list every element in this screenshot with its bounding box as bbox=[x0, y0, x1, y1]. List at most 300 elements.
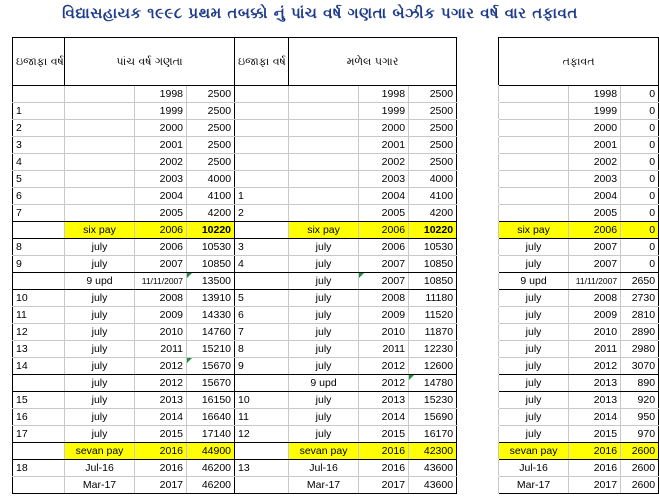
cell-received-label bbox=[289, 120, 359, 137]
cell-received-year: 1999 bbox=[359, 103, 409, 120]
header-increment-year-2: ઇજાફા વર્ષ bbox=[235, 38, 289, 86]
cell-increment-year-received bbox=[235, 154, 289, 171]
separator-cell bbox=[457, 256, 499, 273]
cell-increment-year-received bbox=[235, 120, 289, 137]
separator-cell bbox=[457, 205, 499, 222]
cell-received-year: 2005 bbox=[359, 205, 409, 222]
table-row bbox=[13, 409, 659, 426]
cell-difference: 890 bbox=[621, 375, 659, 392]
cell-year: 1998 bbox=[135, 86, 187, 103]
cell-increment-year: 17 bbox=[13, 426, 65, 443]
cell-diff-year: 1999 bbox=[569, 103, 621, 120]
separator-cell bbox=[457, 239, 499, 256]
cell-increment-year: 5 bbox=[13, 171, 65, 188]
cell-difference: 2980 bbox=[621, 341, 659, 358]
cell-increment-year bbox=[13, 86, 65, 103]
cell-diff-label bbox=[499, 103, 569, 120]
cell-received-label bbox=[289, 154, 359, 171]
cell-label bbox=[65, 120, 135, 137]
cell-received-pay: 12600 bbox=[409, 358, 457, 375]
cell-difference: 0 bbox=[621, 222, 659, 239]
cell-five-year-pay: 44900 bbox=[187, 443, 235, 460]
cell-difference: 2600 bbox=[621, 477, 659, 494]
cell-received-year: 2017 bbox=[359, 477, 409, 494]
cell-year: 2016 bbox=[135, 443, 187, 460]
table-row bbox=[13, 137, 659, 154]
cell-increment-year-received bbox=[235, 103, 289, 120]
cell-received-pay: 11180 bbox=[409, 290, 457, 307]
table-row bbox=[13, 290, 659, 307]
cell-diff-label: sevan pay bbox=[499, 443, 569, 460]
cell-diff-label: july bbox=[499, 392, 569, 409]
cell-diff-label bbox=[499, 171, 569, 188]
cell-five-year-pay: 16150 bbox=[187, 392, 235, 409]
cell-five-year-pay: 13500 bbox=[187, 273, 235, 290]
cell-increment-year: 11 bbox=[13, 307, 65, 324]
cell-received-label bbox=[289, 188, 359, 205]
cell-difference: 0 bbox=[621, 120, 659, 137]
cell-received-year: 1998 bbox=[359, 86, 409, 103]
cell-increment-year-received: 6 bbox=[235, 307, 289, 324]
cell-difference: 0 bbox=[621, 188, 659, 205]
separator-cell bbox=[457, 154, 499, 171]
cell-received-label: july bbox=[289, 426, 359, 443]
cell-increment-year: 3 bbox=[13, 137, 65, 154]
cell-five-year-pay: 2500 bbox=[187, 120, 235, 137]
cell-diff-label: july bbox=[499, 290, 569, 307]
cell-diff-year: 2001 bbox=[569, 137, 621, 154]
cell-received-pay: 11520 bbox=[409, 307, 457, 324]
cell-received-pay: 15690 bbox=[409, 409, 457, 426]
cell-diff-year: 2002 bbox=[569, 154, 621, 171]
cell-label bbox=[65, 154, 135, 171]
cell-year: 2008 bbox=[135, 290, 187, 307]
cell-diff-label: 9 upd bbox=[499, 273, 569, 290]
cell-diff-label bbox=[499, 205, 569, 222]
cell-diff-year: 11/11/2007 bbox=[569, 273, 621, 290]
table-row bbox=[13, 256, 659, 273]
cell-increment-year: 15 bbox=[13, 392, 65, 409]
cell-diff-year: 2005 bbox=[569, 205, 621, 222]
table-row bbox=[13, 205, 659, 222]
separator-cell bbox=[457, 307, 499, 324]
cell-increment-year-received: 4 bbox=[235, 256, 289, 273]
cell-diff-label: Jul-16 bbox=[499, 460, 569, 477]
cell-difference: 0 bbox=[621, 171, 659, 188]
separator-cell bbox=[457, 392, 499, 409]
cell-received-pay: 10530 bbox=[409, 239, 457, 256]
separator-cell bbox=[457, 358, 499, 375]
separator-cell bbox=[457, 341, 499, 358]
cell-received-label: july bbox=[289, 239, 359, 256]
cell-received-label bbox=[289, 103, 359, 120]
table-row bbox=[13, 358, 659, 375]
header-row bbox=[13, 38, 659, 86]
cell-received-year: 2007 bbox=[359, 273, 409, 290]
cell-increment-year-received bbox=[235, 137, 289, 154]
cell-received-year: 2007 bbox=[359, 256, 409, 273]
cell-received-label bbox=[289, 205, 359, 222]
cell-label: july bbox=[65, 426, 135, 443]
cell-diff-year: 2016 bbox=[569, 443, 621, 460]
cell-received-label: july bbox=[289, 358, 359, 375]
cell-received-label: 9 upd bbox=[289, 375, 359, 392]
cell-year: 2010 bbox=[135, 324, 187, 341]
cell-diff-year: 2007 bbox=[569, 256, 621, 273]
cell-received-year: 2010 bbox=[359, 324, 409, 341]
table-row bbox=[13, 392, 659, 409]
cell-increment-year: 7 bbox=[13, 205, 65, 222]
cell-diff-year: 1998 bbox=[569, 86, 621, 103]
table-row bbox=[13, 222, 659, 239]
cell-increment-year: 2 bbox=[13, 120, 65, 137]
cell-received-year: 2008 bbox=[359, 290, 409, 307]
table-row bbox=[13, 120, 659, 137]
cell-five-year-pay: 14760 bbox=[187, 324, 235, 341]
cell-received-pay: 2500 bbox=[409, 137, 457, 154]
cell-increment-year-received: 3 bbox=[235, 239, 289, 256]
separator-cell bbox=[457, 460, 499, 477]
cell-diff-year: 2015 bbox=[569, 426, 621, 443]
table-row bbox=[13, 273, 659, 290]
cell-year: 11/11/2007 bbox=[135, 273, 187, 290]
cell-received-label: july bbox=[289, 341, 359, 358]
cell-label: july bbox=[65, 409, 135, 426]
cell-year: 2004 bbox=[135, 188, 187, 205]
cell-increment-year-received: 1 bbox=[235, 188, 289, 205]
cell-five-year-pay: 10220 bbox=[187, 222, 235, 239]
cell-increment-year bbox=[13, 443, 65, 460]
cell-label: july bbox=[65, 375, 135, 392]
cell-received-pay: 43600 bbox=[409, 477, 457, 494]
separator-cell bbox=[457, 290, 499, 307]
cell-year: 2007 bbox=[135, 256, 187, 273]
cell-five-year-pay: 13910 bbox=[187, 290, 235, 307]
cell-label: Jul-16 bbox=[65, 460, 135, 477]
cell-difference: 2730 bbox=[621, 290, 659, 307]
cell-received-label: july bbox=[289, 307, 359, 324]
cell-received-pay: 43600 bbox=[409, 460, 457, 477]
header-five-year-count: પાંચ વર્ષ ગણતા bbox=[65, 38, 235, 86]
cell-increment-year: 4 bbox=[13, 154, 65, 171]
cell-year: 2006 bbox=[135, 222, 187, 239]
cell-five-year-pay: 4100 bbox=[187, 188, 235, 205]
cell-increment-year-received bbox=[235, 273, 289, 290]
cell-five-year-pay: 14330 bbox=[187, 307, 235, 324]
cell-increment-year bbox=[13, 222, 65, 239]
table-row bbox=[13, 154, 659, 171]
cell-received-pay: 2500 bbox=[409, 86, 457, 103]
cell-year: 2001 bbox=[135, 137, 187, 154]
cell-received-label: july bbox=[289, 273, 359, 290]
cell-received-year: 2000 bbox=[359, 120, 409, 137]
table-row bbox=[13, 426, 659, 443]
cell-received-pay: 4100 bbox=[409, 188, 457, 205]
cell-received-label bbox=[289, 137, 359, 154]
cell-year: 2006 bbox=[135, 239, 187, 256]
separator-cell bbox=[457, 426, 499, 443]
cell-increment-year: 16 bbox=[13, 409, 65, 426]
cell-difference: 2600 bbox=[621, 443, 659, 460]
cell-increment-year-received: 7 bbox=[235, 324, 289, 341]
cell-label: july bbox=[65, 290, 135, 307]
cell-received-label: july bbox=[289, 409, 359, 426]
cell-received-label: Mar-17 bbox=[289, 477, 359, 494]
cell-year: 2002 bbox=[135, 154, 187, 171]
cell-received-pay: 10850 bbox=[409, 273, 457, 290]
header-received-pay: મળેલ પગાર bbox=[289, 38, 457, 86]
cell-received-label: july bbox=[289, 392, 359, 409]
cell-diff-year: 2009 bbox=[569, 307, 621, 324]
cell-received-year: 2002 bbox=[359, 154, 409, 171]
cell-increment-year: 13 bbox=[13, 341, 65, 358]
cell-received-year: 2006 bbox=[359, 239, 409, 256]
cell-increment-year-received bbox=[235, 477, 289, 494]
cell-received-year: 2011 bbox=[359, 341, 409, 358]
cell-increment-year bbox=[13, 273, 65, 290]
cell-received-year: 2013 bbox=[359, 392, 409, 409]
cell-label bbox=[65, 205, 135, 222]
cell-difference: 0 bbox=[621, 205, 659, 222]
cell-five-year-pay: 10850 bbox=[187, 256, 235, 273]
cell-increment-year-received: 10 bbox=[235, 392, 289, 409]
cell-increment-year-received: 12 bbox=[235, 426, 289, 443]
cell-diff-label bbox=[499, 188, 569, 205]
cell-difference: 2810 bbox=[621, 307, 659, 324]
cell-year: 2012 bbox=[135, 375, 187, 392]
cell-diff-year: 2003 bbox=[569, 171, 621, 188]
cell-received-label: july bbox=[289, 324, 359, 341]
cell-diff-year: 2017 bbox=[569, 477, 621, 494]
separator-cell bbox=[457, 222, 499, 239]
separator-cell bbox=[457, 375, 499, 392]
cell-increment-year-received bbox=[235, 375, 289, 392]
cell-received-year: 2001 bbox=[359, 137, 409, 154]
cell-diff-year: 2012 bbox=[569, 358, 621, 375]
header-difference: તફાવત bbox=[499, 38, 659, 86]
cell-year: 2015 bbox=[135, 426, 187, 443]
cell-year: 2013 bbox=[135, 392, 187, 409]
cell-diff-label: july bbox=[499, 375, 569, 392]
cell-increment-year bbox=[13, 375, 65, 392]
cell-increment-year: 8 bbox=[13, 239, 65, 256]
cell-five-year-pay: 15670 bbox=[187, 358, 235, 375]
cell-diff-year: 2010 bbox=[569, 324, 621, 341]
cell-year: 2000 bbox=[135, 120, 187, 137]
cell-difference: 0 bbox=[621, 137, 659, 154]
cell-increment-year: 18 bbox=[13, 460, 65, 477]
cell-difference: 2890 bbox=[621, 324, 659, 341]
cell-difference: 950 bbox=[621, 409, 659, 426]
separator-cell bbox=[457, 477, 499, 494]
cell-five-year-pay: 17140 bbox=[187, 426, 235, 443]
cell-five-year-pay: 2500 bbox=[187, 86, 235, 103]
cell-increment-year-received bbox=[235, 86, 289, 103]
cell-diff-year: 2004 bbox=[569, 188, 621, 205]
cell-increment-year: 1 bbox=[13, 103, 65, 120]
table-row bbox=[13, 188, 659, 205]
cell-difference: 0 bbox=[621, 86, 659, 103]
cell-diff-label: Mar-17 bbox=[499, 477, 569, 494]
table-row bbox=[13, 324, 659, 341]
cell-received-pay: 2500 bbox=[409, 103, 457, 120]
cell-received-label: Jul-16 bbox=[289, 460, 359, 477]
cell-difference: 0 bbox=[621, 154, 659, 171]
cell-five-year-pay: 46200 bbox=[187, 460, 235, 477]
table-row bbox=[13, 239, 659, 256]
cell-label: july bbox=[65, 239, 135, 256]
cell-received-year: 2012 bbox=[359, 375, 409, 392]
cell-five-year-pay: 4000 bbox=[187, 171, 235, 188]
cell-year: 2011 bbox=[135, 341, 187, 358]
cell-five-year-pay: 16640 bbox=[187, 409, 235, 426]
cell-label: sevan pay bbox=[65, 443, 135, 460]
cell-received-year: 2015 bbox=[359, 426, 409, 443]
cell-difference: 970 bbox=[621, 426, 659, 443]
cell-increment-year-received bbox=[235, 443, 289, 460]
table-row bbox=[13, 103, 659, 120]
cell-diff-year: 2008 bbox=[569, 290, 621, 307]
cell-year: 2012 bbox=[135, 358, 187, 375]
cell-five-year-pay: 15670 bbox=[187, 375, 235, 392]
cell-received-pay: 10220 bbox=[409, 222, 457, 239]
table-row bbox=[13, 171, 659, 188]
cell-five-year-pay: 10530 bbox=[187, 239, 235, 256]
cell-diff-year: 2007 bbox=[569, 239, 621, 256]
separator-cell bbox=[457, 324, 499, 341]
cell-five-year-pay: 2500 bbox=[187, 103, 235, 120]
cell-increment-year-received: 13 bbox=[235, 460, 289, 477]
cell-increment-year bbox=[13, 477, 65, 494]
cell-label: Mar-17 bbox=[65, 477, 135, 494]
cell-diff-label: six pay bbox=[499, 222, 569, 239]
cell-received-pay: 4000 bbox=[409, 171, 457, 188]
salary-table bbox=[12, 37, 659, 494]
cell-received-label bbox=[289, 171, 359, 188]
cell-diff-year: 2000 bbox=[569, 120, 621, 137]
cell-label bbox=[65, 188, 135, 205]
cell-label: july bbox=[65, 358, 135, 375]
table-row bbox=[13, 341, 659, 358]
table-row bbox=[13, 375, 659, 392]
cell-five-year-pay: 4200 bbox=[187, 205, 235, 222]
table-row bbox=[13, 86, 659, 103]
cell-diff-label bbox=[499, 154, 569, 171]
cell-received-pay: 10850 bbox=[409, 256, 457, 273]
cell-received-year: 2016 bbox=[359, 443, 409, 460]
cell-received-label: july bbox=[289, 256, 359, 273]
cell-year: 2003 bbox=[135, 171, 187, 188]
cell-difference: 2600 bbox=[621, 460, 659, 477]
cell-year: 2017 bbox=[135, 477, 187, 494]
table-row bbox=[13, 443, 659, 460]
cell-received-pay: 11870 bbox=[409, 324, 457, 341]
separator-cell bbox=[457, 171, 499, 188]
cell-label bbox=[65, 103, 135, 120]
cell-increment-year: 10 bbox=[13, 290, 65, 307]
cell-diff-year: 2011 bbox=[569, 341, 621, 358]
cell-diff-label: july bbox=[499, 239, 569, 256]
cell-year: 2016 bbox=[135, 460, 187, 477]
separator-cell bbox=[457, 103, 499, 120]
table-row bbox=[13, 307, 659, 324]
cell-diff-year: 2014 bbox=[569, 409, 621, 426]
cell-increment-year-received: 2 bbox=[235, 205, 289, 222]
cell-diff-label: july bbox=[499, 256, 569, 273]
cell-received-year: 2012 bbox=[359, 358, 409, 375]
cell-increment-year-received: 8 bbox=[235, 341, 289, 358]
cell-received-year: 2006 bbox=[359, 222, 409, 239]
separator-cell bbox=[457, 273, 499, 290]
cell-year: 2005 bbox=[135, 205, 187, 222]
cell-diff-year: 2013 bbox=[569, 375, 621, 392]
cell-diff-label: july bbox=[499, 358, 569, 375]
cell-received-pay: 14780 bbox=[409, 375, 457, 392]
cell-year: 1999 bbox=[135, 103, 187, 120]
cell-diff-label: july bbox=[499, 307, 569, 324]
cell-increment-year-received bbox=[235, 171, 289, 188]
cell-difference: 0 bbox=[621, 103, 659, 120]
cell-diff-year: 2006 bbox=[569, 222, 621, 239]
cell-five-year-pay: 46200 bbox=[187, 477, 235, 494]
cell-diff-label bbox=[499, 120, 569, 137]
cell-difference: 3070 bbox=[621, 358, 659, 375]
cell-increment-year-received: 9 bbox=[235, 358, 289, 375]
cell-increment-year-received: 11 bbox=[235, 409, 289, 426]
cell-diff-label: july bbox=[499, 426, 569, 443]
cell-increment-year: 14 bbox=[13, 358, 65, 375]
cell-received-year: 2004 bbox=[359, 188, 409, 205]
cell-diff-label: july bbox=[499, 409, 569, 426]
cell-received-label: six pay bbox=[289, 222, 359, 239]
cell-increment-year-received: 5 bbox=[235, 290, 289, 307]
cell-label bbox=[65, 86, 135, 103]
separator-cell bbox=[457, 86, 499, 103]
cell-difference: 2650 bbox=[621, 273, 659, 290]
cell-received-pay: 2500 bbox=[409, 120, 457, 137]
cell-label: july bbox=[65, 392, 135, 409]
cell-diff-year: 2016 bbox=[569, 460, 621, 477]
cell-year: 2009 bbox=[135, 307, 187, 324]
cell-difference: 920 bbox=[621, 392, 659, 409]
cell-received-year: 2014 bbox=[359, 409, 409, 426]
table-row bbox=[13, 477, 659, 494]
cell-received-year: 2003 bbox=[359, 171, 409, 188]
cell-diff-label: july bbox=[499, 324, 569, 341]
separator-cell bbox=[457, 409, 499, 426]
cell-label bbox=[65, 137, 135, 154]
cell-increment-year: 12 bbox=[13, 324, 65, 341]
cell-received-pay: 15230 bbox=[409, 392, 457, 409]
cell-label: july bbox=[65, 307, 135, 324]
cell-label: july bbox=[65, 341, 135, 358]
cell-increment-year-received bbox=[235, 222, 289, 239]
cell-received-label bbox=[289, 86, 359, 103]
cell-difference: 0 bbox=[621, 239, 659, 256]
cell-label: july bbox=[65, 256, 135, 273]
cell-received-label: july bbox=[289, 290, 359, 307]
cell-five-year-pay: 2500 bbox=[187, 137, 235, 154]
cell-received-label: sevan pay bbox=[289, 443, 359, 460]
page-title: વિદ્યાસહાયક ૧૯૯૮ પ્રથમ તબક્કો નું પાંચ વર્ષ ગણતા બેઝીક પગાર વર્ષ વાર તફાવત bbox=[62, 4, 578, 22]
cell-diff-label bbox=[499, 86, 569, 103]
cell-received-year: 2009 bbox=[359, 307, 409, 324]
cell-diff-label: july bbox=[499, 341, 569, 358]
cell-diff-label bbox=[499, 137, 569, 154]
cell-five-year-pay: 15210 bbox=[187, 341, 235, 358]
separator-cell bbox=[457, 120, 499, 137]
cell-received-pay: 16170 bbox=[409, 426, 457, 443]
